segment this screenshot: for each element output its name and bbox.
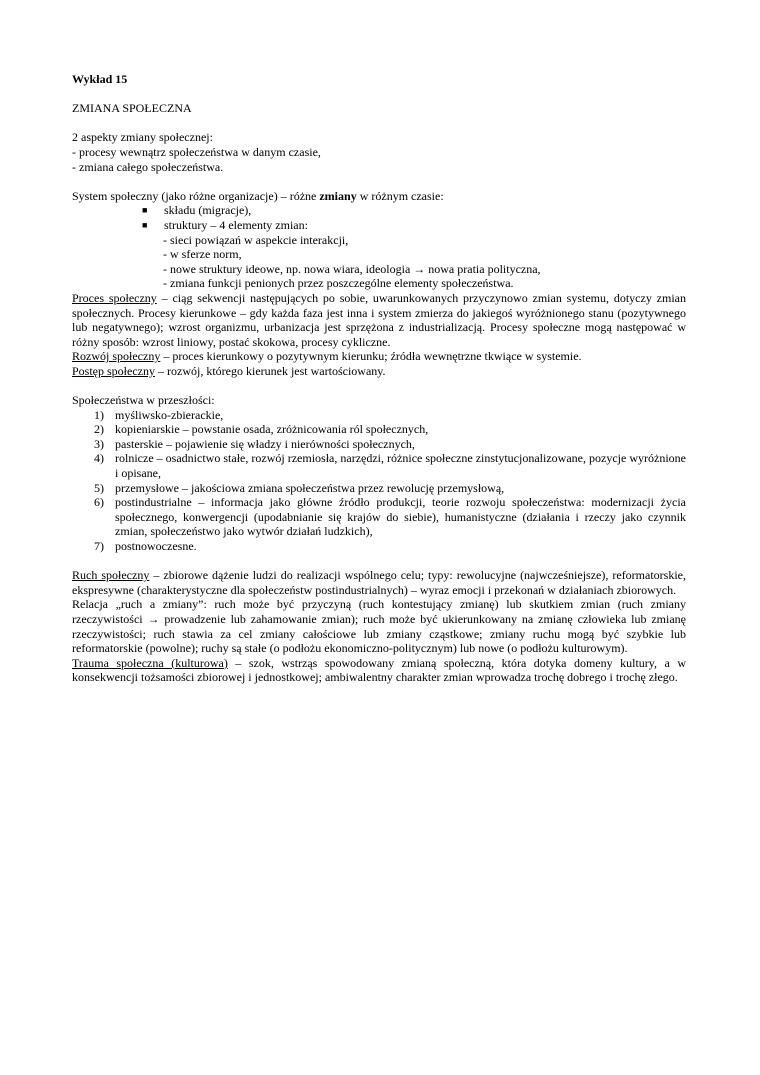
list-item: - sieci powiązań w aspekcie interakcji, <box>163 232 349 247</box>
document-page <box>72 72 686 685</box>
structure-elements-list <box>163 233 686 291</box>
ruch-definition: Ruch społeczny – zbiorowe dążenie ludzi do realizacji wspólnego celu; typy: rewolucyjne (najwcześniejsze), reformatorskie, ekspresywne (charakterystyczne dla społeczeństw postindustrialnych) – wyraz emocji i przekonań w działaniach zbiorowych. <box>72 568 687 597</box>
postep-definition: Postęp społeczny – rozwój, którego kierunek jest wartościowany. <box>72 363 386 378</box>
term: Trauma społeczna (kulturowa) <box>72 655 228 670</box>
trauma-definition: Trauma społeczna (kulturowa) – szok, wstrząs spowodowany zmianą społeczną, która dotyka domeny kultury, a w konsekwencji tożsamości zbiorowej i jednostkowej; ambiwalentny charakter zmian wprowadza trochę dobrego i trochę złego. <box>72 655 686 685</box>
list-item: ■ struktury – 4 elementy zmian: <box>142 217 308 232</box>
right-arrow-icon: → <box>413 261 426 276</box>
term: Rozwój społeczny <box>72 349 161 364</box>
aspects-item: - zmiana całego społeczeństwa. <box>72 159 224 174</box>
aspects-heading: 2 aspekty zmiany społecznej: <box>72 130 213 145</box>
rozwoj-definition: Rozwój społeczny – proces kierunkowy o pozytywnym kierunku; źródła wewnętrzne tkwiące w systemie. <box>72 349 582 364</box>
list-item: 6) postindustrialne – informacja jako główne źródło produkcji, teorie rozwoju społeczeństwa: modernizacji życia społecznego, konwergencji (upodabnianie się krajów do siebie), humanistyczne (działania i rzeczy jako czynnik zmian, społeczeństwo jako wytwór działań ludzkich), <box>94 495 686 539</box>
square-bullet-list <box>142 203 686 232</box>
list-item: 5) przemysłowe – jakościowa zmiana społeczeństwa przez rewolucję przemysłową, <box>94 480 505 495</box>
term: Postęp społeczny <box>72 363 155 378</box>
section-title: ZMIANA SPOŁECZNA <box>72 101 192 116</box>
list-item: ■ składu (migracje), <box>142 203 252 218</box>
past-societies-heading: Społeczeństwa w przeszłości: <box>72 393 215 408</box>
lecture-title: Wykład 15 <box>72 72 128 86</box>
square-bullet-icon: ■ <box>142 219 148 230</box>
term: Proces społeczny <box>72 290 157 305</box>
proces-definition: Proces społeczny – ciąg sekwencji następujących po sobie, uwarunkowanych przyczynowo zmian systemu, dotyczy zmian społecznych. Procesy kierunkowe – gdy każda faza jest inna i system zmierza do jakiegoś wyróżnionego stanu (pozytywnego lub negatywnego); wzrost organizmu, urbanizacja jest sprzężona z industrializacją. Procesy społeczne mogą następować w różny sposób: wzrost liniowy, postać skokowa, procesy cykliczne. <box>72 290 686 349</box>
list-item: - zmiana funkcji penionych przez poszczególne elementy społeczeństwa. <box>163 276 514 291</box>
term: Ruch społeczny <box>72 568 150 583</box>
right-arrow-icon: → <box>147 611 160 626</box>
bold-term: zmiany <box>319 188 357 203</box>
relacja-paragraph: Relacja „ruch a zmiany”: ruch może być przyczyną (ruch kontestujący zmianę) lub skutkiem zmian (ruch zmiany rzeczywistości → prowadzenie lub zahamowanie zmian); ruch może być ukierunkowany na zmianę człowieka lub zmianę rzeczywistości; ruch stawia za cel zmiany całościowe lub zmiany cząstkowe; zmiany ruchu mogą być szybkie lub reformatorskie (powolne); ruchy są stałe (o podłożu ekonomiczno-politycznym) lub nowe (o podłożu kulturowym). <box>72 597 687 656</box>
aspects-item: - procesy wewnątrz społeczeństwa w danym czasie, <box>72 144 321 159</box>
list-item: 2) kopieniarskie – powstanie osada, zróżnicowania ról społecznych, <box>94 422 429 437</box>
list-item: 7) postnowoczesne. <box>94 539 197 553</box>
list-item: 1) myśliwsko-zbierackie, <box>94 407 224 422</box>
system-intro: System społeczny (jako różne organizacje) – różne zmiany w różnym czasie: <box>72 188 444 203</box>
list-item: 3) pasterskie – pojawienie się władzy i nierówności społecznych, <box>94 436 415 451</box>
list-item: - nowe struktury ideowe, np. nowa wiara, ideologia → nowa pratia polityczna, <box>163 261 541 276</box>
list-item: 4) rolnicze – osadnictwo stałe, rozwój rzemiosła, narzędzi, różnice społeczne zinstytucjonalizowane, pozycje wyróżnione i opisane, <box>94 451 686 481</box>
list-item: - w sferze norm, <box>163 247 242 262</box>
past-societies-list <box>72 408 686 554</box>
square-bullet-icon: ■ <box>142 205 148 216</box>
